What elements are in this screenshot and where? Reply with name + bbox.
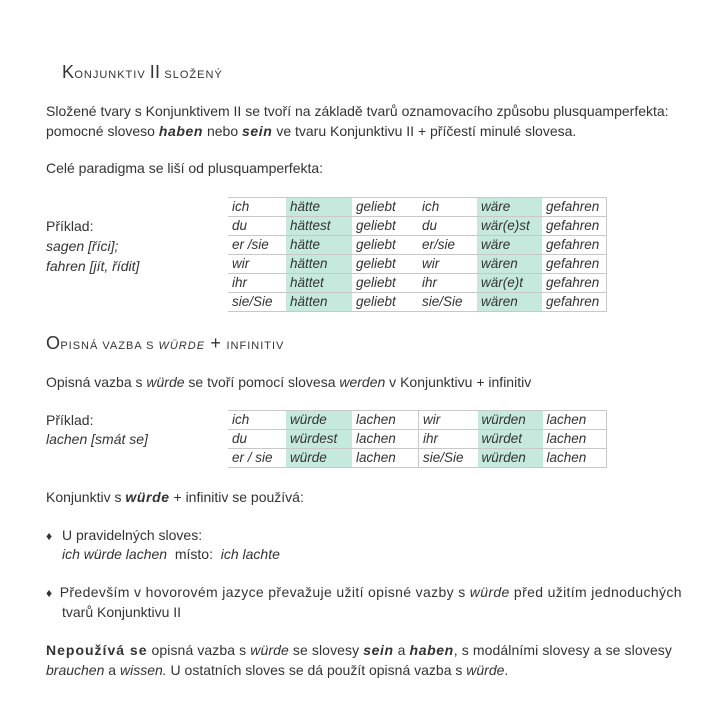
table-cell: wir — [419, 411, 478, 430]
table-cell: sie/Sie — [418, 293, 477, 312]
table-cell: lachen — [543, 430, 607, 449]
table-cell: geliebt — [352, 236, 418, 255]
text: Opisná vazba s — [46, 374, 147, 390]
text: + infinitiv se používá: — [169, 489, 304, 505]
example-fahren: fahren [jít, řídit] — [46, 258, 140, 274]
table-cell: würden — [478, 411, 543, 430]
table-cell: gefahren — [542, 274, 606, 293]
text: před užitím jednoduchých — [509, 584, 682, 600]
example-label: Příklad: — [46, 218, 94, 234]
table-cell: wären — [477, 293, 542, 312]
table-cell: er/sie — [418, 236, 477, 255]
heading-initial: O — [46, 333, 61, 353]
table-row — [419, 430, 607, 449]
text: opisná vazba s — [147, 642, 251, 658]
keyword-nepouziva-se: Nepoužívá se — [46, 642, 148, 658]
table-cell: wär(e)t — [477, 274, 542, 293]
heading-tail: SLOŽENÝ — [160, 69, 223, 81]
table-cell: wäre — [477, 236, 542, 255]
table-cell: lachen — [352, 411, 418, 430]
table-row — [228, 293, 606, 312]
keyword-werden: werden — [339, 374, 386, 390]
bullet-text: U pravidelných sloves: — [62, 527, 203, 543]
table-cell: geliebt — [352, 198, 418, 217]
table-cell: ich — [418, 198, 477, 217]
table-cell: ich — [228, 411, 286, 430]
table-cell: geliebt — [352, 274, 418, 293]
heading-initial: K — [62, 62, 75, 82]
table-row — [228, 411, 418, 430]
table-cell: würdest — [286, 430, 352, 449]
example-label-2: Příklad: — [46, 412, 94, 428]
bullet-item-2-line2: tvarů Konjunktivu II — [62, 604, 182, 620]
table-cell: du — [228, 217, 286, 236]
table-row — [228, 255, 606, 274]
text: se tvoří pomocí slovesa — [184, 374, 340, 390]
table-cell: würde — [286, 411, 352, 430]
table-cell: ich — [228, 198, 286, 217]
example-lachen: lachen [smát se] — [46, 431, 148, 447]
table-cell: er / sie — [228, 449, 286, 468]
table-cell: würden — [478, 449, 543, 468]
table-cell: du — [418, 217, 477, 236]
keyword-wissen: wissen. — [119, 662, 167, 678]
table-cell: hättet — [286, 274, 352, 293]
table-cell: wir — [418, 255, 477, 274]
usage-title — [46, 487, 304, 507]
table-row — [228, 430, 418, 449]
table-row — [419, 449, 607, 468]
example-wurde-form: ich würde lachen — [62, 546, 168, 562]
table-cell: gefahren — [542, 255, 606, 274]
table-cell: gefahren — [542, 217, 606, 236]
section-heading-opisna-vazba — [46, 333, 284, 354]
text: Především v hovorovém jazyce převažuje užití opisné vazby s — [59, 584, 470, 600]
text: , s modálními slovesy a se slovesy — [453, 642, 672, 658]
example-sagen: sagen [říci]; — [46, 238, 119, 254]
opisna-description — [46, 372, 531, 392]
table-cell: würde — [286, 449, 352, 468]
table-cell: geliebt — [352, 217, 418, 236]
table-cell: hätte — [286, 236, 352, 255]
table-cell: hättest — [286, 217, 352, 236]
bullet-item-2 — [46, 582, 682, 603]
keyword-sein: sein — [242, 123, 273, 139]
table-cell: ihr — [228, 274, 286, 293]
keyword-sein: sein — [363, 642, 394, 658]
bullet-text — [60, 584, 682, 600]
table-cell: lachen — [543, 411, 607, 430]
table-cell: gefahren — [542, 236, 606, 255]
table-cell: hätten — [286, 255, 352, 274]
diamond-bullet-icon: ♦ — [46, 586, 53, 600]
table-cell: er /sie — [228, 236, 286, 255]
heading-plus: + — [205, 333, 227, 353]
table-cell: lachen — [352, 430, 418, 449]
text: pomocné sloveso — [46, 123, 159, 139]
table-cell: sie/Sie — [419, 449, 478, 468]
table-cell: geliebt — [352, 255, 418, 274]
table-row — [228, 449, 418, 468]
text: U ostatních sloves se dá použít opisná vazba s — [166, 662, 467, 678]
table-cell: hätte — [286, 198, 352, 217]
text: se slovesy — [288, 642, 364, 658]
keyword-wurde: würde — [125, 489, 170, 505]
table-row — [228, 198, 606, 217]
table-cell: hätten — [286, 293, 352, 312]
keyword-wurde: würde — [250, 642, 289, 658]
table-cell: lachen — [352, 449, 418, 468]
heading-ii: II — [149, 62, 161, 82]
wurde-table-singular — [228, 410, 419, 468]
keyword-wurde: würde — [469, 584, 510, 600]
bullet-item-1-example — [62, 544, 280, 564]
table-cell: sie/Sie — [228, 293, 286, 312]
wurde-table-plural — [418, 410, 607, 468]
table-cell: lachen — [543, 449, 607, 468]
table-cell: gefahren — [542, 198, 606, 217]
text: ve tvaru Konjunktivu II + příčestí minulé slovesa. — [272, 123, 577, 139]
table-cell: wären — [477, 255, 542, 274]
heading-infinitiv: INFINITIV — [226, 340, 285, 352]
table-cell: würdet — [478, 430, 543, 449]
text: v Konjunktivu + infinitiv — [385, 374, 532, 390]
table-cell: ihr — [418, 274, 477, 293]
text: místo: — [167, 546, 221, 562]
final-paragraph-line1 — [46, 640, 672, 660]
intro-paragraph-line1: Složené tvary s Konjunktivem II se tvoří na základě tvarů oznamovacího způsobu plusquamperfekta: — [46, 103, 669, 119]
keyword-wurde: würde — [146, 374, 185, 390]
table-cell: wäre — [477, 198, 542, 217]
paradigm-text: Celé paradigma se liší od plusquamperfekta: — [46, 160, 324, 176]
text: . — [504, 662, 509, 678]
section-heading-konjunktiv-ii — [62, 62, 223, 83]
table-cell: ihr — [419, 430, 478, 449]
keyword-haben: haben — [158, 123, 204, 139]
keyword-wurde: würde — [466, 662, 505, 678]
bullet-item-1 — [46, 525, 202, 546]
diamond-bullet-icon: ♦ — [46, 529, 53, 543]
text: a — [104, 662, 120, 678]
text: a — [393, 642, 410, 658]
table-row — [228, 217, 606, 236]
table-row — [228, 236, 606, 255]
table-cell: geliebt — [352, 293, 418, 312]
intro-paragraph-line2 — [46, 121, 576, 141]
keyword-brauchen: brauchen — [46, 662, 105, 678]
heading-text: PISNÁ VAZBA S — [60, 340, 159, 352]
text: nebo — [203, 123, 243, 139]
table-cell: du — [228, 430, 286, 449]
table-cell: gefahren — [542, 293, 606, 312]
heading-text: ONJUNKTIV — [74, 69, 150, 81]
example-simple-form: ich lachte — [220, 546, 280, 562]
text: Konjunktiv s — [46, 489, 126, 505]
heading-wurde: WÜRDE — [158, 340, 206, 352]
table-row — [419, 411, 607, 430]
konjunktiv-ii-paradigm-table — [228, 197, 607, 312]
final-paragraph-line2 — [46, 660, 508, 680]
keyword-haben: haben — [409, 642, 454, 658]
table-row — [228, 274, 606, 293]
table-cell: wär(e)st — [477, 217, 542, 236]
table-cell: wir — [228, 255, 286, 274]
